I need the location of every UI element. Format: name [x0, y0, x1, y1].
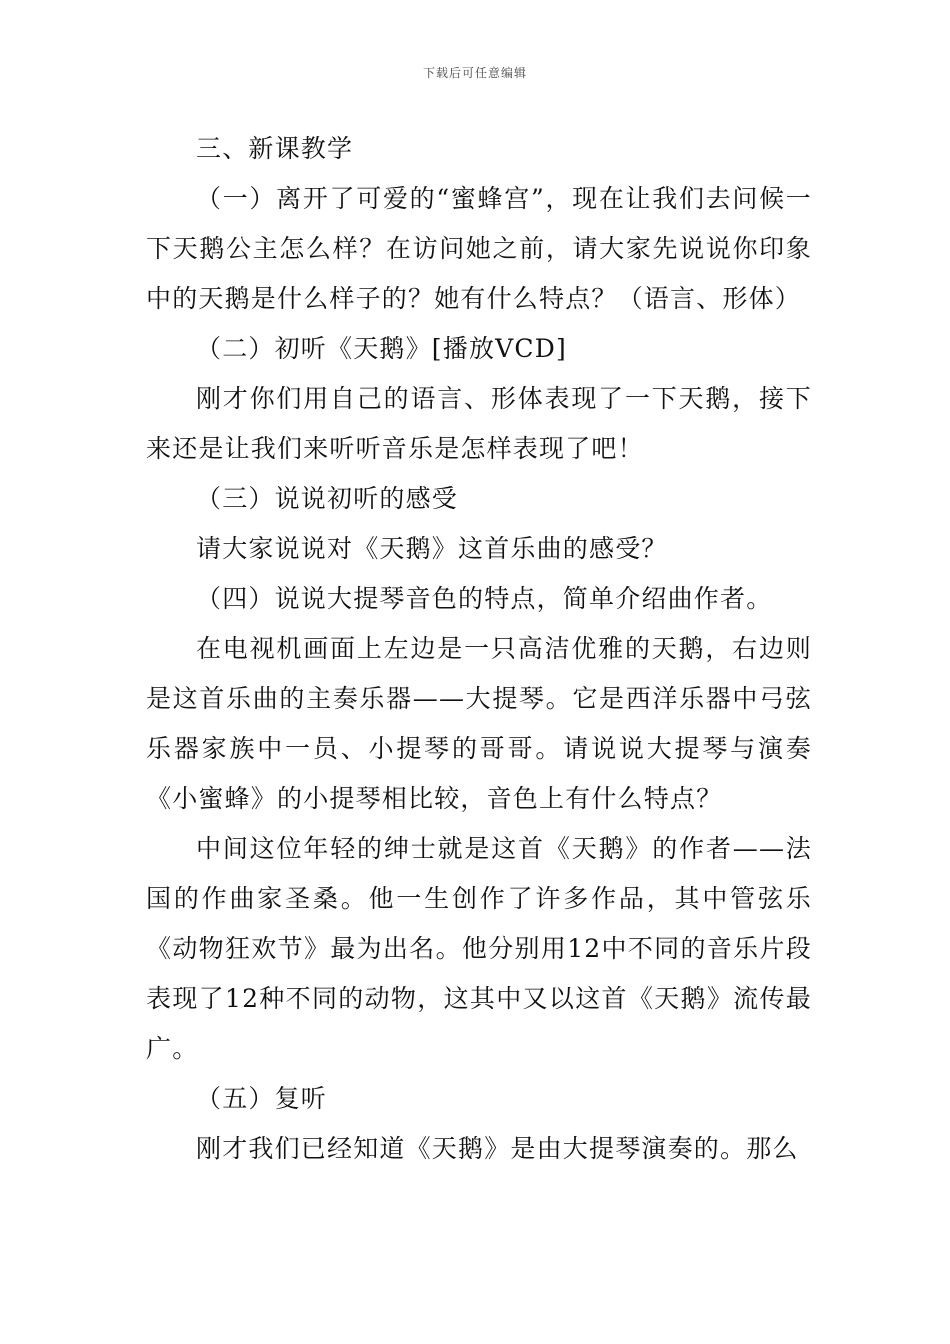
paragraph: 刚才我们已经知道《天鹅》是由大提琴演奏的。那么 — [196, 1134, 799, 1163]
section-heading: 三、新课教学 — [196, 134, 354, 163]
paragraph: （一）离开了可爱的“蜜蜂宫”，现在让我们去问候一下天鹅公主怎么样？在访问她之前，请大家先说说你印象中的天鹅是什么样子的？她有什么特点？（语言、形体） — [146, 184, 812, 313]
paragraph: （二）初听《天鹅》[播放VCD] — [196, 334, 567, 363]
paragraph: 请大家说说对《天鹅》这首乐曲的感受？ — [196, 534, 668, 563]
paragraph: 刚才你们用自己的语言、形体表现了一下天鹅，接下来还是让我们来听听音乐是怎样表现了吧！ — [146, 384, 812, 463]
paragraph: 中间这位年轻的绅士就是这首《天鹅》的作者——法国的作曲家圣桑。他一生创作了许多作品，其中管弦乐《动物狂欢节》最为出名。他分别用12中不同的音乐片段表现了12种不同的动物，这其中又以这首《天鹅》流传最广。 — [146, 834, 812, 1063]
paragraph: 在电视机画面上左边是一只高洁优雅的天鹅，右边则是这首乐曲的主奏乐器——大提琴。它是西洋乐器中弓弦乐器家族中一员、小提琴的哥哥。请说说大提琴与演奏《小蜜蜂》的小提琴相比较，音色上有什么特点？ — [146, 634, 812, 813]
paragraph: （四）说说大提琴音色的特点，简单介绍曲作者。 — [196, 584, 773, 613]
paragraph: （五）复听 — [196, 1084, 328, 1113]
page-header: 下载后可任意编辑 — [422, 66, 527, 80]
paragraph: （三）说说初听的感受 — [196, 484, 459, 513]
document-body — [146, 124, 812, 1174]
